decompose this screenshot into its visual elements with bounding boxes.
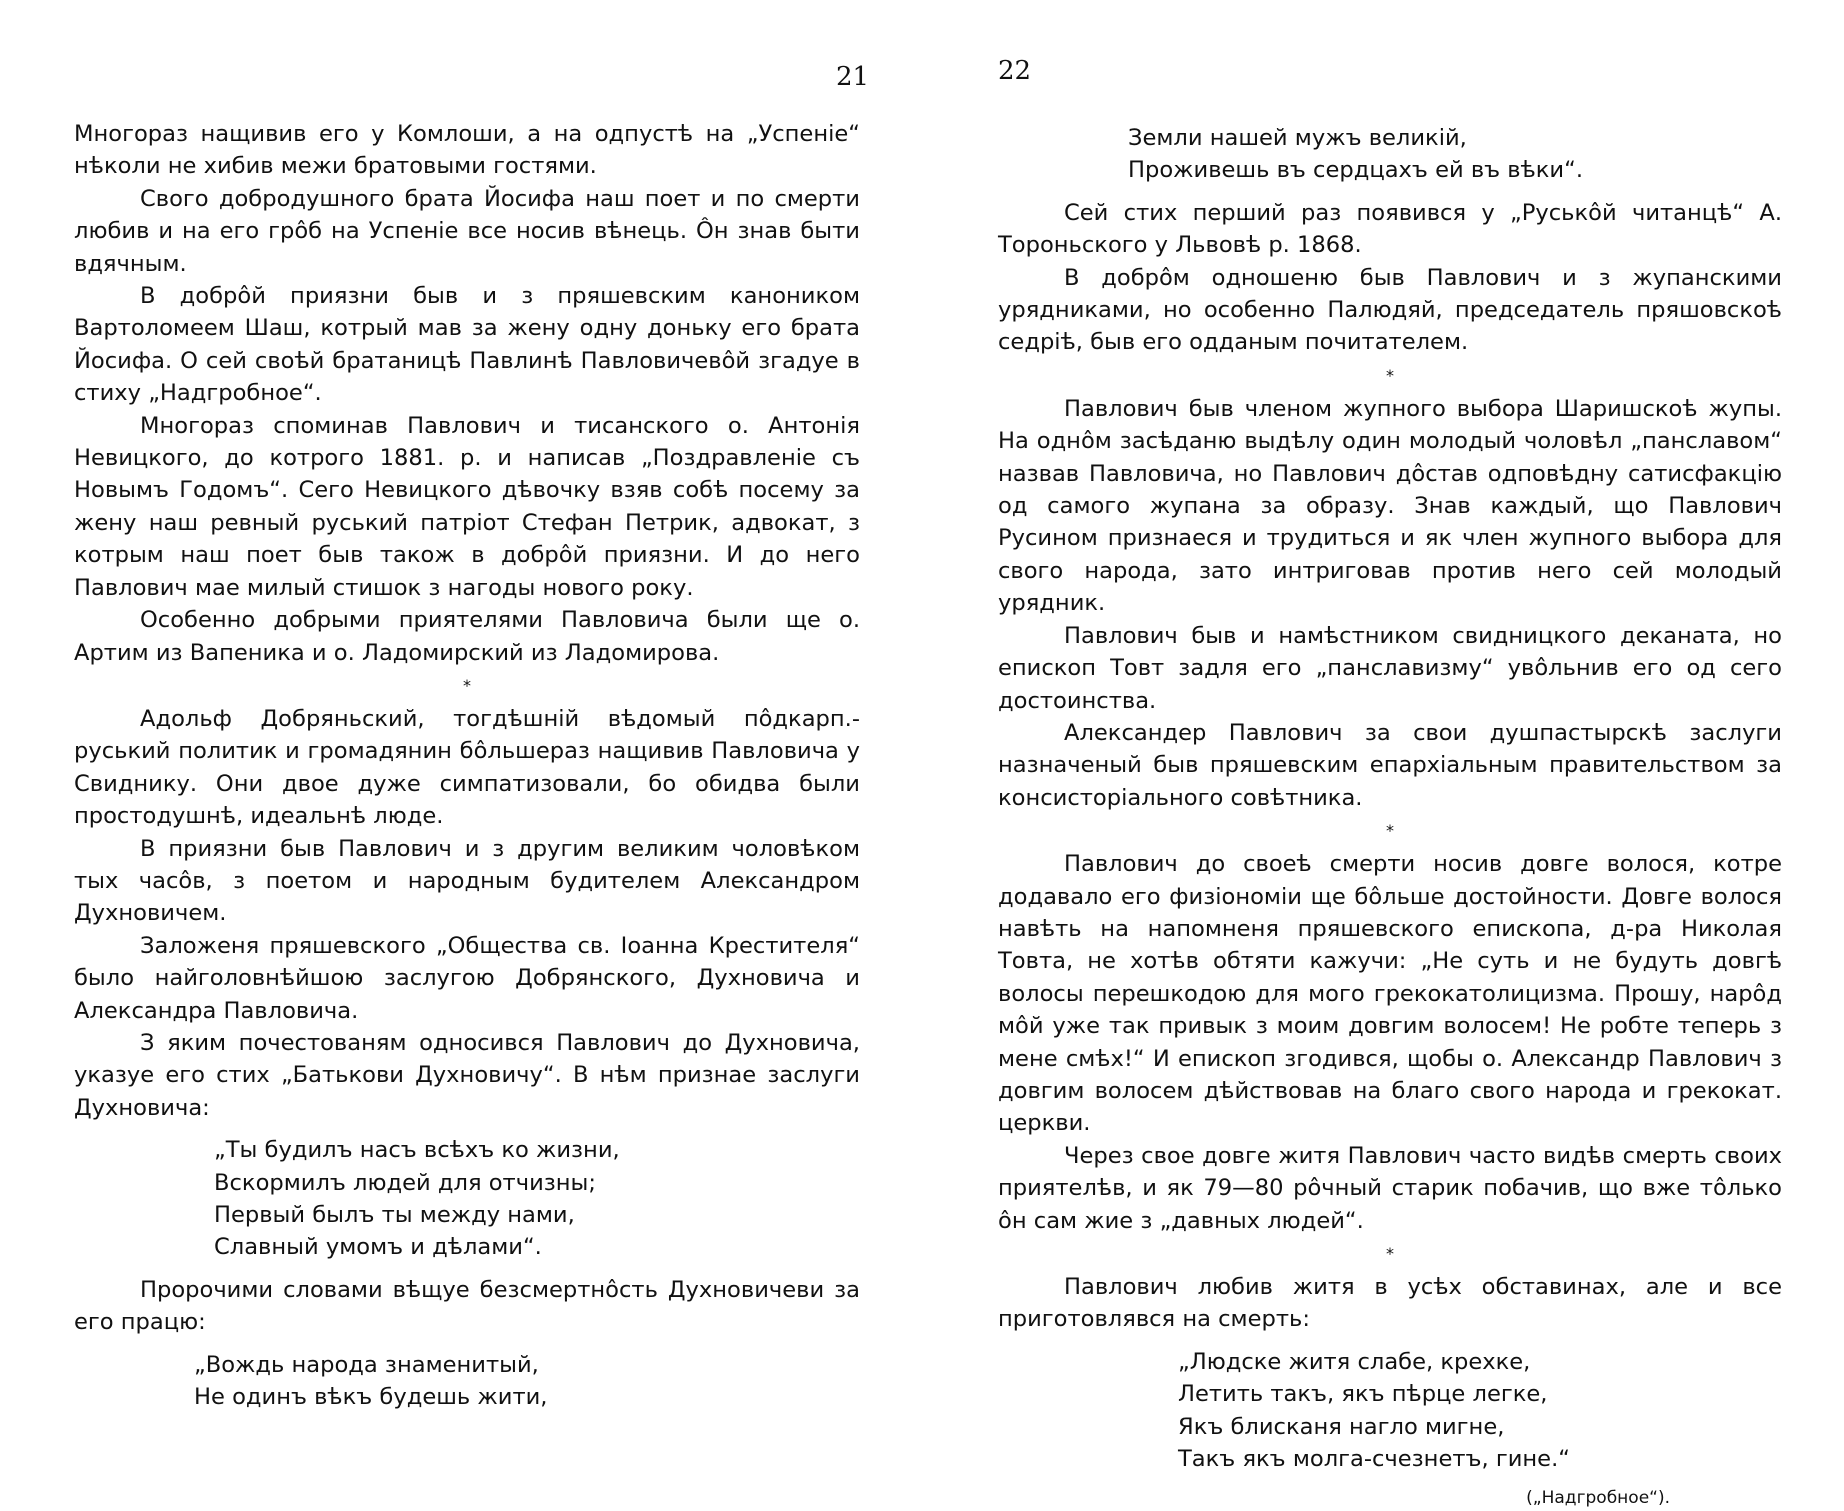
paragraph: В добрôм одношеню быв Павлович и з жупанскими урядниками, но особенно Палюдяй, председатель пряшовскоѣ седріѣ, быв его одданым почитателем. [998, 264, 1782, 356]
verse-block [998, 122, 1782, 187]
verse-line: Проживешь въ сердцахъ ей въ вѣки“. [1128, 157, 1584, 184]
verse-line: Такъ якъ молга-счезнетъ, гине.“ [1178, 1446, 1570, 1473]
paragraph: Павлович любив житя в усѣх обставинах, але и все приготовлявся на смерть: [998, 1274, 1782, 1333]
paragraph: Пророчими словами вѣщуе безсмертнôсть Духновичеви за его працю: [74, 1276, 860, 1336]
page-number: 22 [998, 56, 1032, 86]
verse-line: „Людске житя слабе, крехке, [1178, 1348, 1531, 1375]
verse-line: Земли нашей мужъ великій, [1128, 125, 1467, 151]
verse-block [74, 1349, 860, 1414]
left-page [0, 0, 922, 1500]
source-citation: („Надгробное“). [1526, 1488, 1670, 1509]
verse-line: „Ты будилъ насъ всѣхъ ко жизни, [214, 1137, 620, 1164]
paragraph: Свого добродушного брата Йосифа наш поет и по смерти любив и на его грôб на Успеніе все носив вѣнець. Ôн знав быти вдячным. [74, 185, 860, 277]
verse-line: „Вождь народа знаменитый, [194, 1351, 539, 1378]
paragraph: З яким почестованям односився Павлович до Духновича, указуе его стих „Батькови Духновичу“. В нѣм признае заслуги Духновича: [74, 1029, 860, 1121]
paragraph: Павлович быв и намѣстником свидницкого деканата, но епископ Товт задля его „панславизму“ увôльнив его од сего достоинства. [998, 622, 1782, 714]
section-separator: * [1386, 1244, 1394, 1263]
verse-line: Вскормилъ людей для отчизны; [214, 1169, 596, 1196]
page-number: 21 [836, 62, 870, 92]
verse-line: Славный умомъ и дѣлами“. [214, 1234, 542, 1261]
verse-line: Не одинъ вѣкъ будешь жити, [194, 1384, 548, 1411]
paragraph: Особенно добрыми приятелями Павловича были ще о. Артим из Вапеника и о. Ладомирский из Ладомирова. [74, 607, 860, 666]
paragraph: Павлович быв членом жупного выбора Шаришскоѣ жупы. На однôм засѣданю выдѣлу один молодый чоловѣл „панславом“ назвав Павловича, но Павлович дôстав одповѣдну сатисфакцію од самого жупана за образу. Знав каждый, що Павлович Русином признаеся и трудиться и як член жупного выбора для свого народа, зато интриговав против него сей молодый урядник. [998, 395, 1782, 617]
verse-block [74, 1134, 860, 1264]
text-column [998, 112, 1782, 1511]
paragraph: Многораз споминав Павлович и тисанского о. Антонія Невицкого, до котрого 1881. р. и написав „Поздравленіе съ Новымъ Годомъ“. Сего Невицкого дѣвочку взяв собѣ посему за жену наш ревный руський патріот Стефан Петрик, адвокат, з котрым наш поет быв також в добрôй приязни. И до него Павлович мае милый стишок з нагоды нового року. [74, 412, 860, 601]
paragraph: Через свое довге житя Павлович часто видѣв смерть своих приятелѣв, и як 79—80 рôчный старик побачив, що вже тôлько ôн сам жие з „давных людей“. [998, 1142, 1782, 1234]
verse-line: Летить такъ, якъ пѣрце легке, [1178, 1381, 1548, 1408]
paragraph: Многораз нащивив его у Комлоши, а на одпустѣ на „Успеніе“ нѣколи не хибив межи братовыми гостями. [74, 121, 860, 180]
paragraph: Павлович до своеѣ смерти носив довге волося, котре додавало его физіономіи ще бôльше достойности. Довге волося навѣть на напомненя пряшевского епископа, д-ра Николая Товта, не хотѣв обтяти кажучи: „Не суть и не будуть довгѣ волосы перешкодою для мого грекокатолицизма. Прошу, нарôд мôй уже так привык з моим довгим волосем! Не робте теперь з мене смѣх!“ И епископ згодився, щобы о. Александр Павлович з довгим волосем дѣйствовав на благо свого народа и грекокат. церкви. [998, 851, 1782, 1137]
paragraph: Александер Павлович за свои душпастырскѣ заслуги назначеный быв пряшевским епархіальным правительством за консисторіального совѣтника. [998, 719, 1782, 811]
text-column [74, 118, 860, 1423]
paragraph: Адольф Добряньский, тогдѣшній вѣдомый пôдкарп.-руський политик и громадянин бôльшераз нащивив Павловича у Свиднику. Они двое дуже симпатизовали, бо обидва были простодушнѣ, идеальнѣ люде. [74, 705, 860, 830]
paragraph: Сей стих перший раз появився у „Руськôй читанцѣ“ А. Тороньского у Львовѣ р. 1868. [998, 199, 1782, 259]
paragraph: В приязни быв Павлович и з другим великим чоловѣком тых часôв, з поетом и народным будителем Александром Духновичем. [74, 835, 860, 927]
section-separator: * [1386, 365, 1394, 385]
right-page [922, 0, 1844, 1509]
paragraph: В добрôй приязни быв и з пряшевским каноником Вартоломеем Шаш, котрый мав за жену одну доньку его брата Йосифа. О сей своѣй братаницѣ Павлинѣ Павловичевôй згадуе в стиху „Надгробное“. [74, 283, 860, 407]
verse-block [998, 1346, 1782, 1476]
section-separator: * [1386, 821, 1394, 841]
paragraph: Заложеня пряшевского „Общества св. Іоанна Крестителя“ было найголовнѣйшою заслугою Добрянского, Духновича и Александра Павловича. [74, 932, 860, 1024]
section-separator: * [463, 675, 471, 695]
verse-line: Якъ блисканя нагло мигне, [1178, 1413, 1505, 1440]
verse-line: Первый былъ ты между нами, [214, 1202, 575, 1228]
